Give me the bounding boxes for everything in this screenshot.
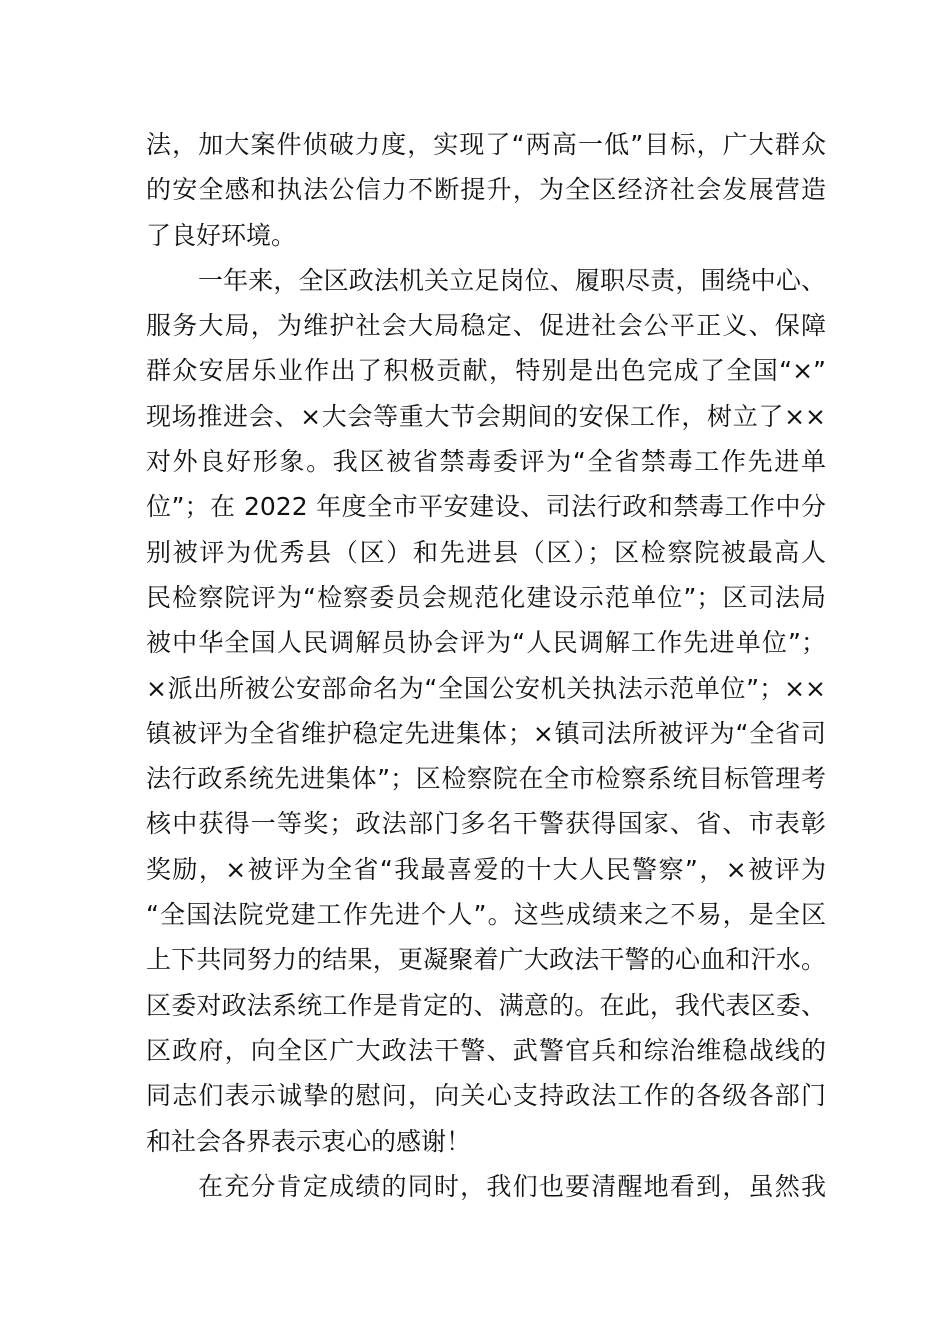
text-line: 奖励，×被评为全省“我最喜爱的十大人民警察”，×被评为 xyxy=(146,854,826,884)
text-line: 同志们表示诚挚的慰问，向关心支持政法工作的各级各部门 xyxy=(146,1081,826,1111)
text-line: 的安全感和执法公信力不断提升，为全区经济社会发展营造 xyxy=(146,175,826,205)
text-line: 对外良好形象。我区被省禁毒委评为“全省禁毒工作先进单 xyxy=(146,447,826,477)
text-line: 服务大局，为维护社会大局稳定、促进社会公平正义、保障 xyxy=(146,311,826,341)
text-line: 在充分肯定成绩的同时，我们也要清醒地看到，虽然我 xyxy=(198,1171,826,1201)
text-line: 核中获得一等奖；政法部门多名干警获得国家、省、市表彰 xyxy=(146,809,826,839)
paragraph xyxy=(146,122,826,258)
text-line: 上下共同努力的结果，更凝聚着广大政法干警的心血和汗水。 xyxy=(146,945,826,975)
text-line: 位”；在 2022 年度全市平安建设、司法行政和禁毒工作中分 xyxy=(146,492,826,522)
document-body xyxy=(146,122,826,1209)
text-line: 现场推进会、×大会等重大节会期间的安保工作，树立了×× xyxy=(146,401,826,431)
text-line: 被中华全国人民调解员协会评为“人民调解工作先进单位”； xyxy=(146,628,826,658)
text-line: 群众安居乐业作出了积极贡献，特别是出色完成了全国“×” xyxy=(146,356,826,386)
text-line: 镇被评为全省维护稳定先进集体；×镇司法所被评为“全省司 xyxy=(146,718,826,748)
text-line: 别被评为优秀县（区）和先进县（区）；区检察院被最高人 xyxy=(146,537,826,567)
text-line: ×派出所被公安部命名为“全国公安机关执法示范单位”；×× xyxy=(146,673,826,703)
text-line: 了良好环境。 xyxy=(146,220,297,250)
text-line: “全国法院党建工作先进个人”。这些成绩来之不易，是全区 xyxy=(146,900,826,930)
text-line: 一年来，全区政法机关立足岗位、履职尽责，围绕中心、 xyxy=(198,265,826,295)
text-line: 区政府，向全区广大政法干警、武警官兵和综治维稳战线的 xyxy=(146,1035,826,1065)
text-line: 民检察院评为“检察委员会规范化建设示范单位”；区司法局 xyxy=(146,582,826,612)
paragraph xyxy=(146,1164,826,1209)
paragraph xyxy=(146,258,826,1164)
text-line: 和社会各界表示衷心的感谢！ xyxy=(146,1126,472,1156)
text-line: 区委对政法系统工作是肯定的、满意的。在此，我代表区委、 xyxy=(146,990,826,1020)
text-line: 法，加大案件侦破力度，实现了“两高一低”目标，广大群众 xyxy=(146,130,826,159)
text-line: 法行政系统先进集体”；区检察院在全市检察系统目标管理考 xyxy=(146,764,826,794)
